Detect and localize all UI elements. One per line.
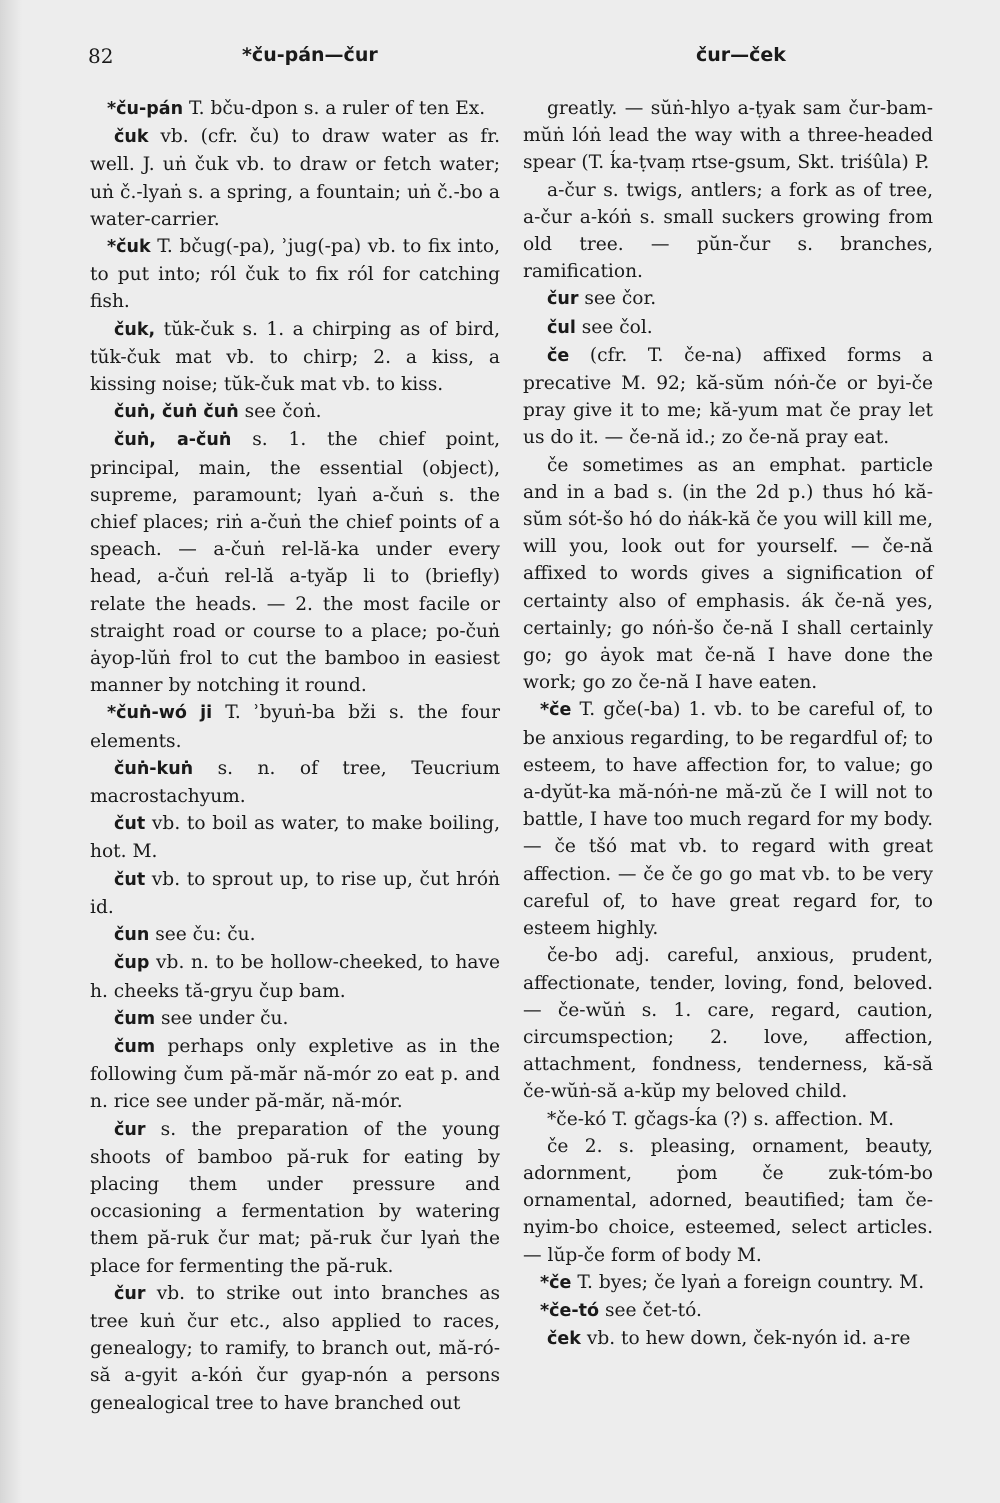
entry-text: T. ʾbyuṅ-ba bži s. the four elements. — [90, 702, 500, 752]
entry-headword: *če-tó — [540, 1300, 600, 1321]
left-running-head: *ču-pán—čur — [242, 44, 378, 66]
entry-headword: čuṅ-kuṅ — [114, 758, 194, 779]
entry-text: s. the preparation of the young shoots of bamboo pă-ruk for eating by placing them under pressure and occasioning a fermentation by watering them pă-ruk čur mat; pă-ruk čur lyaṅ the place for fermenting the pă-ruk. — [90, 1118, 500, 1277]
entry-text: vb. to sprout up, to rise up, čut hróṅ id. — [90, 868, 500, 918]
dictionary-entry — [90, 95, 500, 123]
entry-text: see under ču. — [161, 1007, 289, 1029]
dictionary-entry — [90, 699, 500, 754]
entry-headword: čup — [114, 953, 150, 974]
page-edge-shadow — [0, 0, 22, 1503]
page-number: 82 — [88, 44, 114, 68]
entry-text: s. n. of tree, Teucrium macrostachyum. — [90, 757, 500, 808]
entry-text: vb. to boil as water, to make boiling, hot. M. — [90, 813, 500, 863]
entry-text: vb. (cfr. ču) to draw water as fr. well. J. uṅ čuk vb. to draw or fetch water; uṅ č.-lyaṅ s. a spring, a fountain; uṅ č.-bo a water-carrier. — [90, 126, 500, 230]
entry-headword: ček — [547, 1329, 581, 1350]
entry-text: a-čur s. twigs, antlers; a fork as of tree, a-čur a-kóṅ s. small suckers growing from old tree. — pŭn-čur s. branches, ramification. — [523, 179, 933, 283]
entry-text: če 2. s. pleasing, ornament, beauty, adornment, ṗom če zuk-tóm-bo ornamental, adorned, beautified; ṫam če-nyim-bo choice, esteemed, select articles. — lŭp-če form of body M. — [523, 1135, 933, 1266]
entry-text: (cfr. T. če-na) affixed forms a precative M. 92; kă-sŭm nóṅ-če or byi-če pray give it to me; kă-yum mat če pray let us do it. — če-nă id.; zo če-nă pray eat. — [523, 344, 933, 449]
entry-text: vb. to strike out into branches as tree kuṅ čur etc., also applied to races, genealogy; to ramify, to branch out, mă-ró-să a-gyit a-kóṅ čur gyap-nón a persons genealogical tree to have branched out — [90, 1282, 500, 1414]
dictionary-entry — [523, 1325, 933, 1353]
dictionary-entry — [90, 1280, 500, 1417]
entry-text: T. bčug(-pa), ʾjug(-pa) vb. to fix into, to put into; ról čuk to fix ról for catching fish. — [90, 236, 500, 313]
dictionary-entry — [523, 1297, 933, 1325]
right-running-head: čur—ček — [696, 44, 786, 66]
dictionary-entry — [90, 949, 500, 1004]
dictionary-entry — [523, 177, 933, 286]
entry-headword: čum — [114, 1036, 156, 1057]
dictionary-entry — [90, 866, 500, 921]
entry-text: vb. n. to be hollow-cheeked, to have h. cheeks tă-gryu čup bam. — [90, 952, 500, 1002]
entry-text: see čor. — [584, 288, 657, 310]
dictionary-entry — [90, 426, 500, 699]
entry-headword: *če — [540, 1272, 572, 1293]
page-header — [88, 44, 934, 84]
entry-text: T. byes; če lyaṅ a foreign country. M. — [577, 1271, 925, 1293]
entry-headword: čur — [114, 1283, 146, 1304]
dictionary-entry — [90, 233, 500, 316]
entry-text: T. gče(-ba) 1. vb. to be careful of, to be anxious regarding, to be regardful of; to esteem, to have affection for, to value; go a-dyŭt-ka mă-nóṅ-ne mă-zŭ če I will not to battle, I have too much regard for my body. — če tšó mat vb. to regard with great affection. — če če go go mat vb. to be very careful of, to have great regard for, to esteem highly. — [523, 699, 933, 940]
dictionary-entry — [90, 810, 500, 865]
entry-headword: čur — [114, 1119, 146, 1140]
entry-text: vb. to hew down, ček-nyón id. a-re — [586, 1328, 911, 1350]
right-column — [523, 95, 933, 1353]
dictionary-entry — [523, 1269, 933, 1297]
entry-text: perhaps only expletive as in the following čum pă-măr nă-mór zo eat p. and n. rice see under pă-măr, nă-mór. — [90, 1035, 500, 1113]
entry-headword: čuṅ, čuṅ čuṅ — [114, 402, 239, 423]
dictionary-entry — [90, 398, 500, 426]
dictionary-entry — [90, 316, 500, 399]
entry-text: tŭk-čuk s. 1. a chirping as of bird, tŭk-čuk mat vb. to chirp; 2. a kiss, a kissing noise; tŭk-čuk mat vb. to kiss. — [90, 318, 500, 396]
dictionary-entry — [523, 285, 933, 313]
entry-text: see ču: ču. — [155, 924, 256, 946]
entry-headword: čun — [114, 925, 150, 946]
dictionary-entry — [523, 95, 933, 177]
entry-text: greatly. — sŭṅ-hlyo a-ṭyak sam čur-bam-mŭṅ lóṅ lead the way with a three-headed spear (T. ḱa-ṭvaṃ rtse-gsum, Skt. triśûla) P. — [523, 98, 933, 174]
dictionary-entry — [90, 1116, 500, 1280]
dictionary-entry — [523, 1106, 933, 1133]
entry-text: see čol. — [581, 316, 653, 338]
dictionary-entry — [523, 452, 933, 697]
entry-text: če-bo adj. careful, anxious, prudent, affectionate, tender, loving, fond, beloved. — če-wŭṅ s. 1. care, regard, caution, circumspection; 2. love, affection, attachment, fondness, tenderness, kă-să če-wŭṅ-să a-kŭp my beloved child. — [523, 945, 933, 1103]
entry-headword: čuṅ, a-čuṅ — [114, 430, 232, 451]
dictionary-entry — [523, 314, 933, 342]
dictionary-entry — [90, 1005, 500, 1033]
entry-headword: čur — [547, 289, 579, 310]
entry-headword: čul — [547, 317, 576, 338]
entry-headword: *čuṅ-wó ji — [107, 703, 213, 724]
entry-headword: čuk — [114, 127, 149, 148]
dictionary-entry — [90, 123, 500, 233]
left-column — [90, 95, 500, 1417]
entry-headword: *ču-pán — [107, 99, 184, 119]
entry-headword: če — [547, 345, 570, 366]
entry-headword: čuk, — [114, 319, 156, 340]
entry-headword: čut — [114, 814, 146, 835]
dictionary-entry — [90, 755, 500, 810]
dictionary-entry — [90, 921, 500, 949]
entry-text: see čet-tó. — [604, 1299, 702, 1321]
entry-text: see čoṅ. — [244, 401, 322, 423]
entry-headword: čum — [114, 1008, 156, 1029]
dictionary-entry — [523, 342, 933, 452]
entry-text: *če-kó T. gčags-ḱa (?) s. affection. M. — [547, 1108, 895, 1130]
entry-headword: čut — [114, 869, 146, 890]
dictionary-entry — [523, 696, 933, 942]
entry-text: T. bču-dpon s. a ruler of ten Ex. — [188, 98, 486, 119]
entry-text: če sometimes as an emphat. particle and in a bad s. (in the 2d p.) thus hó kă-sŭm sót-šo hó do ṅák-kă če you will kill me, will you, look out for yourself. — če-nă affixed to words gives a signification of certainty also of emphasis. ák če-nă yes, certainly; go nóṅ-šo če-nă I shall certainly go; go ȧyok mat če-nă I have done the work; go zo če-nă I have eaten. — [523, 454, 933, 694]
dictionary-entry — [523, 1133, 933, 1269]
entry-headword: *čuk — [107, 237, 151, 258]
dictionary-entry — [90, 1033, 500, 1116]
entry-text: s. 1. the chief point, principal, main, the essential (object), supreme, paramount; lyaṅ a-čuṅ s. the chief places; riṅ a-čuṅ the chief points of a speach. — a-čuṅ rel-lă-ka under every head, a-čuṅ rel-lă a-tyăp li to (briefly) relate the heads. — 2. the most facile or straight road or course to a place; po-čuṅ ȧyop-lŭṅ frol to cut the bamboo in easiest manner by notching it round. — [90, 429, 500, 697]
entry-headword: *če — [540, 700, 572, 721]
dictionary-entry — [523, 942, 933, 1105]
